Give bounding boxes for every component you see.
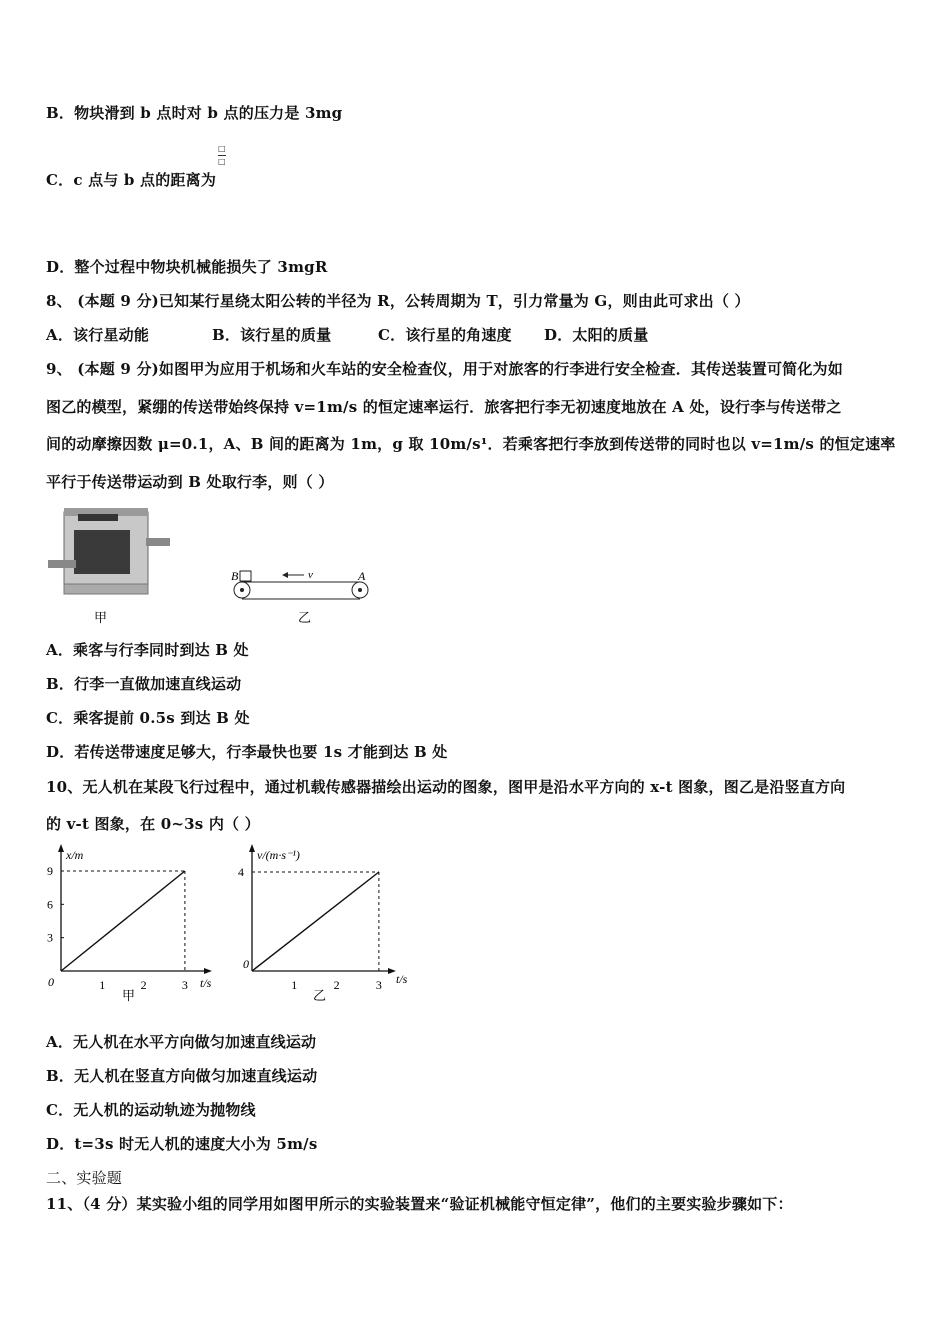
vt-xlabel: t/s [396, 972, 408, 986]
security-scanner-figure [46, 500, 171, 630]
vt-chart [232, 840, 432, 1005]
q8-option-b: B．该行星的质量 [212, 326, 332, 344]
q7-option-b: B．物块滑到 b 点时对 b 点的压力是 3mg [46, 104, 343, 122]
scanner-tunnel [74, 530, 130, 574]
xt-ylabel: x/m [66, 848, 84, 862]
figure-caption-jia: 甲 [94, 610, 108, 625]
velocity-label: v [308, 569, 313, 581]
q8-options [46, 324, 648, 345]
xt-caption: 甲 [122, 988, 136, 1003]
xt-ytick-label: 6 [47, 897, 53, 912]
q9-option-b: B．行李一直做加速直线运动 [46, 675, 242, 693]
xt-xlabel: t/s [200, 976, 212, 990]
section-title: 二、实验题 [46, 1169, 123, 1187]
vt-origin: 0 [243, 957, 249, 971]
fraction-bar [218, 155, 226, 156]
q7-option-d: D．整个过程中物块机械能损失了 3mgR [46, 258, 328, 276]
fraction-numerator: □ [218, 144, 226, 153]
vt-xtick-label: 2 [333, 978, 340, 992]
velocity-arrowhead [282, 572, 288, 578]
q9-option-c: C．乘客提前 0.5s 到达 B 处 [46, 709, 250, 727]
q9-line-2: 图乙的模型，紧绷的传送带始终保持 v=1m/s 的恒定速率运行．旅客把行李无初速度地放在 A 处，设行李与传送带之 [46, 398, 842, 416]
xt-x-arrow [204, 968, 212, 974]
scanner-base [64, 584, 148, 594]
conveyor-right [146, 538, 170, 546]
vt-series-line [252, 872, 379, 971]
vt-x-arrow [388, 968, 396, 974]
q8-stem: 8、 (本题 9 分)已知某行星绕太阳公转的半径为 R，公转周期为 T，引力常量为 G，则由此可求出（ ） [46, 292, 750, 310]
point-b-label: B [231, 569, 239, 583]
vt-y-arrow [249, 844, 255, 852]
xt-ytick-label: 9 [47, 864, 53, 878]
q10-option-b: B．无人机在竖直方向做匀加速直线运动 [46, 1067, 318, 1085]
pulley-right-axle [358, 588, 362, 592]
conveyor-left [48, 560, 76, 568]
q9-line-3: 间的动摩擦因数 μ=0.1，A、B 间的距离为 1m，g 取 10m/s¹．若乘客把行李放到传送带的同时也以 v=1m/s 的恒定速率 [46, 435, 896, 453]
q10-line-1: 10、无人机在某段飞行过程中，通过机载传感器描绘出运动的图象，图甲是沿水平方向的 x-t 图象，图乙是沿竖直方向 [46, 778, 846, 796]
xt-xtick-label: 3 [181, 978, 188, 992]
scanner-display [78, 514, 118, 521]
q11-stem: 11、（4 分）某实验小组的同学用如图甲所示的实验装置来“验证机械能守恒定律”，他们的主要实验步骤如下： [46, 1195, 793, 1213]
q9-option-a: A．乘客与行李同时到达 B 处 [46, 641, 249, 659]
q10-option-a: A．无人机在水平方向做匀加速直线运动 [46, 1033, 317, 1051]
q8-option-a: A．该行星动能 [46, 326, 150, 344]
xt-xtick-label: 2 [140, 978, 147, 992]
point-a-label: A [358, 569, 366, 583]
q7-option-c [46, 169, 216, 190]
vt-caption: 乙 [313, 988, 327, 1003]
xt-xtick-label: 1 [99, 978, 106, 992]
figure-caption-yi: 乙 [298, 610, 312, 625]
luggage-box [240, 571, 251, 581]
q7-option-c-text: C．c 点与 b 点的距离为 [46, 171, 217, 189]
q9-line-4: 平行于传送带运动到 B 处取行李，则（ ） [46, 473, 334, 491]
conveyor-model-figure [228, 562, 378, 628]
vt-xtick-label: 3 [375, 978, 382, 992]
vt-xtick-label: 1 [291, 978, 298, 992]
fraction-denominator: □ [218, 157, 226, 166]
q10-line-2: 的 v-t 图象，在 0~3s 内（ ） [46, 815, 260, 833]
q9-line-1: 9、 (本题 9 分)如图甲为应用于机场和火车站的安全检查仪，用于对旅客的行李进行安全检查．其传送装置可简化为如 [46, 360, 843, 378]
pulley-left-axle [240, 588, 244, 592]
xt-series-line [61, 871, 185, 971]
xt-y-arrow [58, 844, 64, 852]
xt-origin: 0 [48, 975, 54, 989]
xt-chart [40, 840, 230, 1005]
q8-option-d: D．太阳的质量 [544, 326, 649, 344]
q8-option-c: C．该行星的角速度 [378, 326, 512, 344]
q10-option-d: D．t=3s 时无人机的速度大小为 5m/s [46, 1135, 318, 1153]
q9-option-d: D．若传送带速度足够大，行李最快也要 1s 才能到达 B 处 [46, 743, 448, 761]
xt-ytick-label: 3 [47, 930, 53, 945]
q10-option-c: C．无人机的运动轨迹为抛物线 [46, 1101, 256, 1119]
vt-ytick-label: 4 [238, 865, 244, 879]
vt-ylabel: v/(m·s⁻¹) [257, 848, 300, 862]
